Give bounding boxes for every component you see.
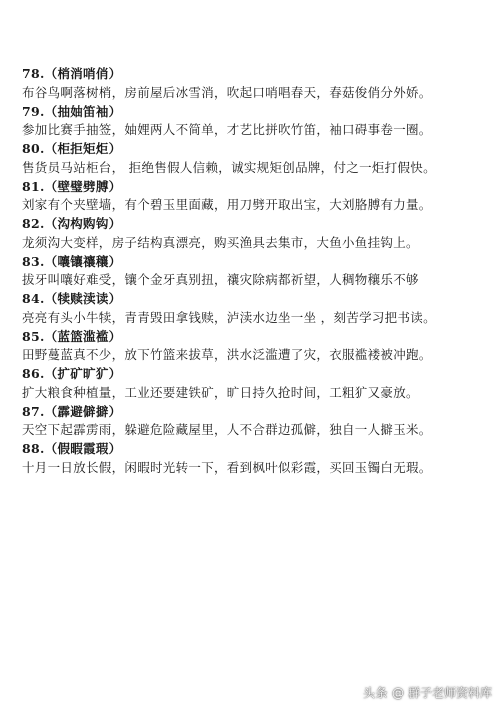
entry-heading: 85.（蓝篮滥褴） (22, 328, 122, 344)
entry-sentence: 龙须沟大变样，房子结构真漂亮，购买渔具去集市，大鱼小鱼挂钩上。 (22, 234, 419, 250)
entry-heading: 81.（壁璧劈膊） (22, 178, 122, 194)
entry-heading: 83.（嚷镶禳穰） (22, 253, 122, 269)
entry-sentence: 亮亮有头小牛犊，青青毁田拿钱赎，泸渎水边坐一坐 ，刻苦学习把书读。 (22, 309, 436, 325)
entry-sentence: 田野蔓蓝真不少，放下竹篮来拔草，洪水泛滥遭了灾，衣服褴褛被冲跑。 (22, 347, 432, 362)
entry-heading: 79.（抽妯笛袖） (22, 103, 122, 119)
entry-heading: 88.（假暇霞瑕） (22, 441, 122, 456)
entry-heading: 78.（梢消哨俏） (22, 66, 122, 81)
entry-sentence: 参加比赛手抽签，妯娌两人不简单，才艺比拼吹竹笛，袖口碍事卷一圈。 (22, 122, 432, 137)
entry-heading: 82.（沟构购钩） (22, 216, 122, 231)
entry-sentence: 售货员马站柜台， 拒绝售假人信赖，诚实规矩创品牌，付之一炬打假快。 (22, 159, 436, 175)
entry-sentence: 布谷鸟啊落树梢，房前屋后冰雪消，吹起口哨唱春天，春菇俊俏分外娇。 (22, 84, 432, 100)
entry-sentence: 刘家有个夹壁墙，有个碧玉里面藏，用刀劈开取出宝，大刘胳膊有力量。 (22, 197, 432, 212)
entry-sentence: 扩大粮食种植量，工业还要建铁矿，旷日持久抢时间，工粗犷又豪放。 (22, 384, 419, 400)
entry-heading: 87.（霹避僻擗） (22, 403, 122, 419)
entry-heading: 84.（犊赎渎读） (22, 291, 122, 306)
at-symbol: @ (391, 685, 404, 700)
entry-heading: 80.（柜拒矩炬） (22, 141, 122, 156)
watermark (363, 684, 492, 701)
entry-sentence: 天空下起霹雳雨，躲避危险藏屋里，人不合群边孤僻，独自一人擗玉米。 (22, 422, 432, 437)
entry-heading: 86.（扩矿旷犷） (22, 366, 122, 381)
account-name: 群子老师资料库 (407, 686, 492, 700)
entry-sentence: 拔牙叫嚷好难受，镶个金牙真别扭，禳灾除病都祈望，人稠物穰乐不够 (22, 272, 419, 287)
entry-sentence: 十月一日放长假，闲暇时光转一下，看到枫叶似彩霞，买回玉镯白无瑕。 (22, 459, 432, 475)
toutiao-logo: 头条 (362, 686, 388, 700)
